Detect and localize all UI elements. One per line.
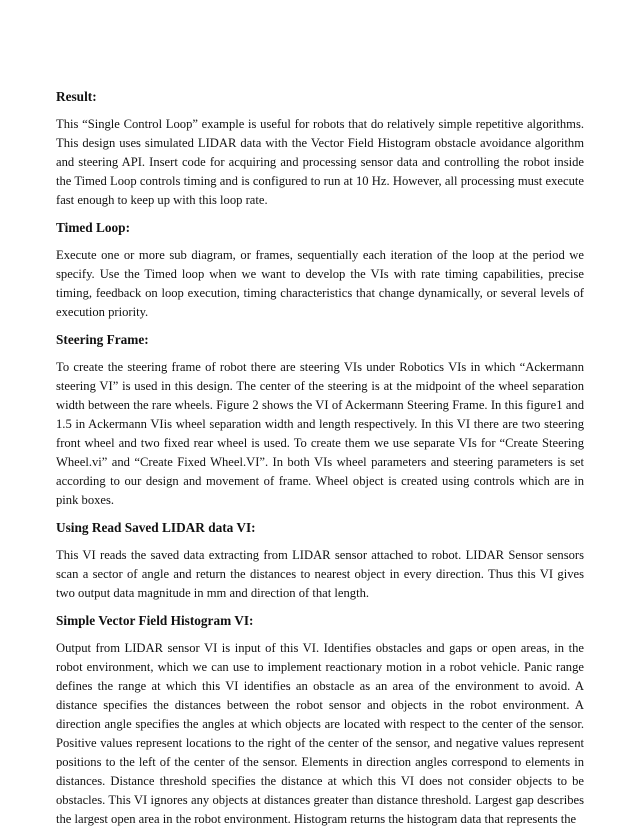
section-steering-frame <box>56 331 584 510</box>
section-heading: Result: <box>56 89 97 104</box>
section-heading: Simple Vector Field Histogram VI: <box>56 613 254 628</box>
section-heading: Timed Loop: <box>56 220 131 235</box>
section-result <box>56 88 584 210</box>
section-paragraph: To create the steering frame of robot there are steering VIs under Robotics VIs in which “Ackermann steering VI” is used in this design. The center of the steering is at the midpoint of the wheel separation width between the rare wheels. Figure 2 shows the VI of Ackermann Steering Frame. In this figure1 and 1.5 in Ackermann VIis wheel separation width and length respectively. In this VI there are two steering front wheel and two fixed rear wheel is used. To create them we use separate VIs for “Create Steering Wheel.vi” and “Create Fixed Wheel.VI”. In both VIs wheel parameters and steering parameters is set according to our design and movement of frame. Wheel object is created using controls which are in pink boxes. <box>56 360 584 507</box>
section-timed-loop <box>56 219 584 322</box>
section-paragraph: This VI reads the saved data extracting from LIDAR sensor attached to robot. LIDAR Sensor sensors scan a sector of angle and return the distances to nearest object in every direction. Thus this VI gives two output data magnitude in mm and direction of that length. <box>56 548 584 600</box>
section-read-lidar <box>56 519 584 603</box>
section-paragraph: Execute one or more sub diagram, or frames, sequentially each iteration of the loop at the period we specify. Use the Timed loop when we want to develop the VIs with rate timing capabilities, precise timing, feedback on loop execution, timing characteristics that change dynamically, or several levels of execution priority. <box>56 248 584 319</box>
document-page <box>56 88 584 838</box>
section-heading: Using Read Saved LIDAR data VI: <box>56 520 256 535</box>
section-vector-field-histogram <box>56 612 584 829</box>
section-paragraph: This “Single Control Loop” example is useful for robots that do relatively simple repetitive algorithms. This design uses simulated LIDAR data with the Vector Field Histogram obstacle avoidance algorithm and steering API. Insert code for acquiring and processing sensor data and controlling the robot inside the Timed Loop controls timing and is configured to run at 10 Hz. However, all processing must execute fast enough to keep up with this loop rate. <box>56 117 584 207</box>
section-heading: Steering Frame: <box>56 332 149 347</box>
section-paragraph: Output from LIDAR sensor VI is input of this VI. Identifies obstacles and gaps or open areas, in the robot environment, which we can use to implement reactionary motion in a robot vehicle. Panic range defines the range at which this VI identifies an obstacle as an area of the environment to avoid. A distance specifies the distances between the robot sensor and objects in the robot environment. A direction angle specifies the angles at which objects are located with respect to the center of the sensor. Positive values represent locations to the right of the center of the sensor, and negative values represent positions to the left of the center of the sensor. Elements in direction angles correspond to elements in distances. Distance threshold specifies the distance at which this VI does not consider objects to be obstacles. This VI ignores any objects at distances greater than distance threshold. Largest gap describes the largest open area in the robot environment. Histogram returns the histogram data that represents the <box>56 641 584 826</box>
